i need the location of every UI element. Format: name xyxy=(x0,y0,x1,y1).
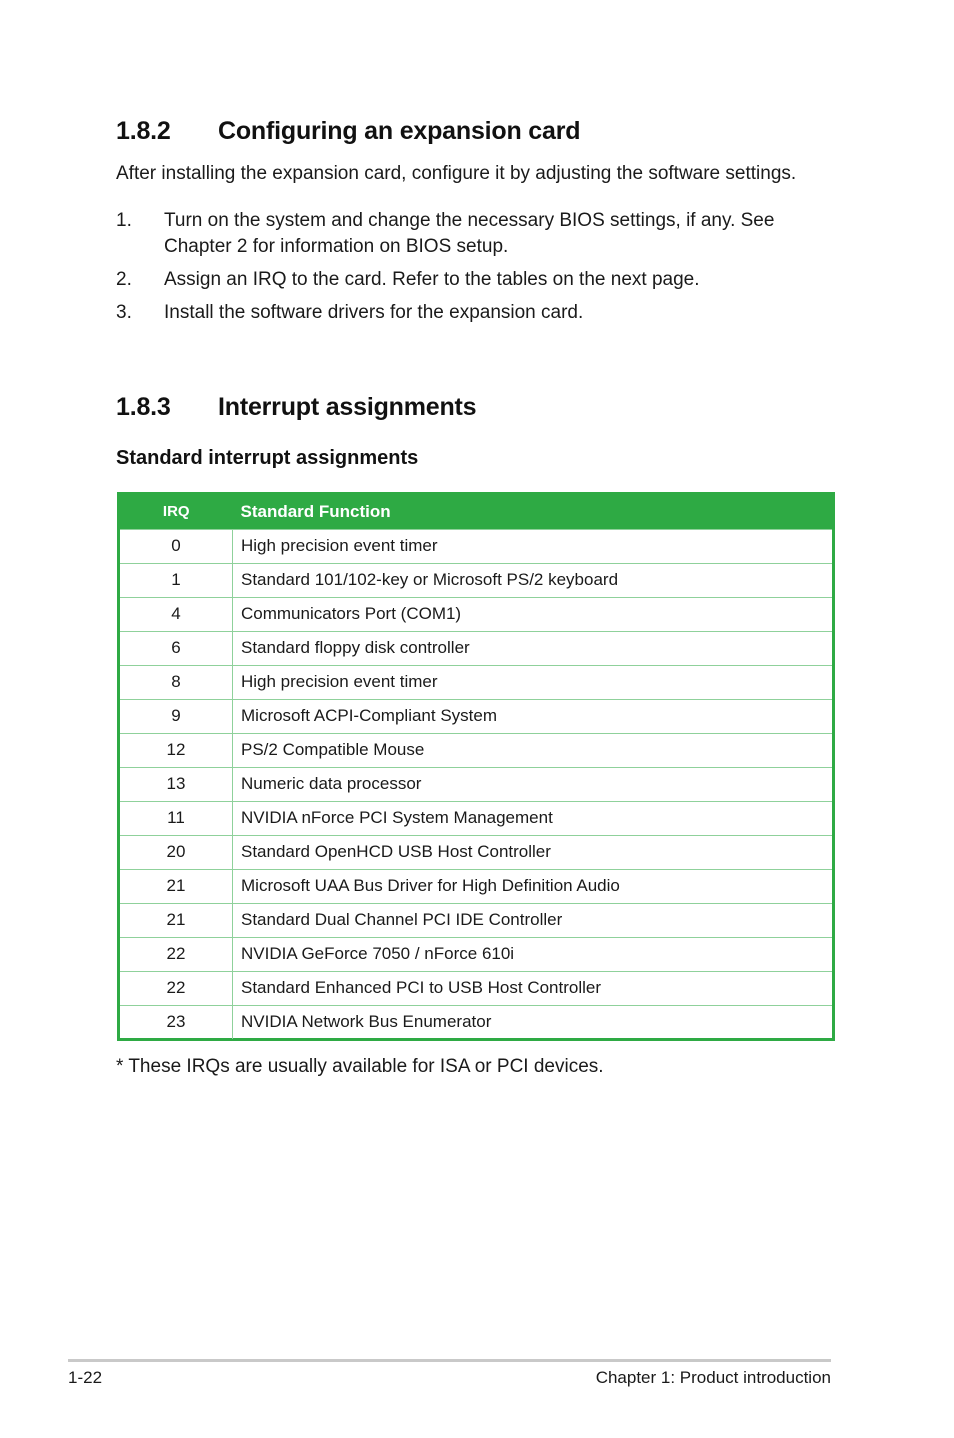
table-row xyxy=(120,563,832,597)
function-cell: Standard OpenHCD USB Host Controller xyxy=(233,835,833,869)
table-row xyxy=(120,631,832,665)
function-cell: Standard Enhanced PCI to USB Host Controller xyxy=(233,971,833,1005)
function-cell: Standard Dual Channel PCI IDE Controller xyxy=(233,903,833,937)
table-row xyxy=(120,733,832,767)
table-row xyxy=(120,903,832,937)
irq-cell: 8 xyxy=(120,665,233,699)
function-cell: NVIDIA nForce PCI System Management xyxy=(233,801,833,835)
function-cell: Microsoft UAA Bus Driver for High Definition Audio xyxy=(233,869,833,903)
intro-paragraph: After installing the expansion card, configure it by adjusting the software settings. xyxy=(116,163,797,184)
section-title: Configuring an expansion card xyxy=(218,117,581,145)
irq-cell: 12 xyxy=(120,733,233,767)
irq-cell: 0 xyxy=(120,529,233,563)
section-number: 1.8.3 xyxy=(116,393,171,421)
irq-cell: 20 xyxy=(120,835,233,869)
table-row xyxy=(120,597,832,631)
step-number: 3. xyxy=(116,302,132,323)
irq-cell: 22 xyxy=(120,971,233,1005)
function-cell: Microsoft ACPI-Compliant System xyxy=(233,699,833,733)
irq-cell: 21 xyxy=(120,869,233,903)
irq-cell: 4 xyxy=(120,597,233,631)
table-row xyxy=(120,529,832,563)
function-cell: PS/2 Compatible Mouse xyxy=(233,733,833,767)
table-subheading: Standard interrupt assignments xyxy=(116,447,419,469)
table-row xyxy=(120,1005,832,1039)
irq-cell: 23 xyxy=(120,1005,233,1039)
step-number: 1. xyxy=(116,210,132,231)
table-row xyxy=(120,835,832,869)
column-header-irq: IRQ xyxy=(162,503,190,521)
irq-cell: 21 xyxy=(120,903,233,937)
irq-cell: 1 xyxy=(120,563,233,597)
function-cell: Numeric data processor xyxy=(233,767,833,801)
irq-cell: 13 xyxy=(120,767,233,801)
table-row xyxy=(120,767,832,801)
list-item xyxy=(116,300,816,326)
function-cell: Communicators Port (COM1) xyxy=(233,597,833,631)
function-cell: NVIDIA GeForce 7050 / nForce 610i xyxy=(233,937,833,971)
page-number: 1-22 xyxy=(68,1368,103,1387)
column-header-function: Standard Function xyxy=(240,501,391,521)
step-text: Install the software drivers for the expansion card. xyxy=(164,302,584,323)
chapter-title: Chapter 1: Product introduction xyxy=(595,1368,831,1387)
step-text: Assign an IRQ to the card. Refer to the tables on the next page. xyxy=(164,269,700,290)
table-row xyxy=(120,665,832,699)
table-row xyxy=(120,699,832,733)
irq-table xyxy=(117,492,835,1041)
section-title: Interrupt assignments xyxy=(218,393,477,421)
table-row xyxy=(120,869,832,903)
function-cell: Standard floppy disk controller xyxy=(233,631,833,665)
section-heading-configuring xyxy=(116,117,580,146)
section-number: 1.8.2 xyxy=(116,117,171,145)
irq-cell: 9 xyxy=(120,699,233,733)
function-cell: NVIDIA Network Bus Enumerator xyxy=(233,1005,833,1039)
table-row xyxy=(120,801,832,835)
footnote: * These IRQs are usually available for ISA or PCI devices. xyxy=(116,1056,604,1077)
function-cell: High precision event timer xyxy=(233,529,833,563)
function-cell: High precision event timer xyxy=(233,665,833,699)
step-text: Turn on the system and change the necessary BIOS settings, if any. See Chapter 2 for information on BIOS setup. xyxy=(164,210,775,257)
step-number: 2. xyxy=(116,269,132,290)
list-item xyxy=(116,267,816,293)
steps-list xyxy=(116,208,816,333)
irq-cell: 22 xyxy=(120,937,233,971)
table-header-row xyxy=(120,495,832,529)
irq-cell: 11 xyxy=(120,801,233,835)
irq-cell: 6 xyxy=(120,631,233,665)
footer-divider xyxy=(68,1359,831,1362)
function-cell: Standard 101/102-key or Microsoft PS/2 keyboard xyxy=(233,563,833,597)
list-item xyxy=(116,208,816,260)
table-row xyxy=(120,971,832,1005)
table-row xyxy=(120,937,832,971)
section-heading-interrupts xyxy=(116,393,476,422)
